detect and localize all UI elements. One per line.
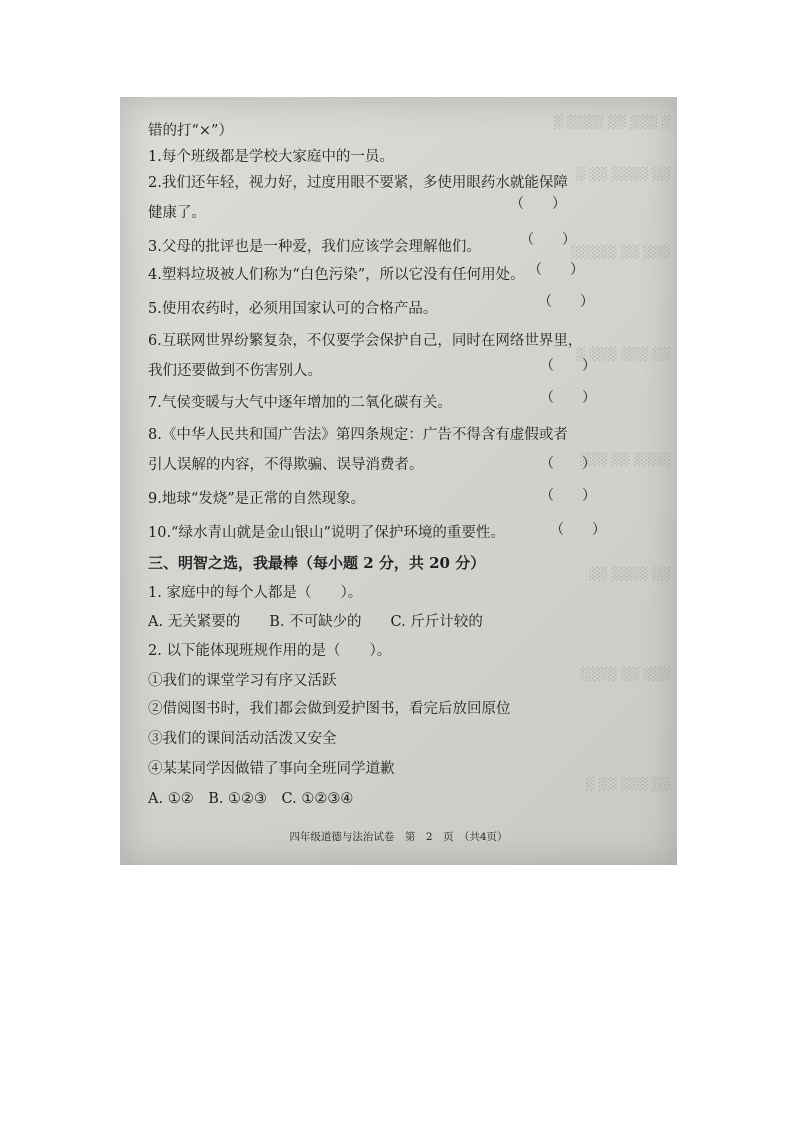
choice-question-1-options: A. 无关紧要的 B. 不可缺少的 C. 斤斤计较的 [148, 614, 483, 630]
question-2-line-1: 2.我们还年轻，视力好，过度用眼不要紧，多使用眼药水就能保障 [148, 175, 568, 191]
answer-blank-5[interactable]: （ ） [538, 294, 594, 310]
answer-blank-6[interactable]: （ ） [540, 358, 596, 374]
choice-2-statement-1: ①我们的课堂学习有序又活跃 [148, 673, 337, 689]
bleed-through-text: ░░░ ░░ ░░░░░ [570, 245, 670, 259]
answer-blank-9[interactable]: （ ） [540, 488, 596, 504]
answer-blank-10[interactable]: （ ） [550, 522, 606, 538]
question-6-line-2: 我们还要做到不伤害别人。 [148, 363, 322, 379]
choice-question-1: 1. 家庭中的每个人都是（ ）。 [148, 585, 363, 601]
question-10: 10.“绿水青山就是金山银山”说明了保护环境的重要性。 [148, 525, 505, 541]
question-8-line-1: 8.《中华人民共和国广告法》第四条规定：广告不得含有虚假或者 [148, 427, 568, 443]
answer-blank-3[interactable]: （ ） [520, 232, 576, 248]
question-2-line-2: 健康了。 [148, 205, 206, 221]
choice-question-2-options: A. ①② B. ①②③ C. ①②③④ [148, 791, 354, 807]
photographed-exam-page [120, 97, 677, 865]
question-6-line-1: 6.互联网世界纷繁复杂，不仅要学会保护自己，同时在网络世界里， [148, 333, 583, 349]
bleed-through-text: ░░ ░░░░ ░░ [588, 567, 670, 581]
question-9: 9.地球“发烧”是正常的自然现象。 [148, 491, 366, 507]
question-3: 3.父母的批评也是一种爱，我们应该学会理解他们。 [148, 239, 481, 255]
page-footer: 四年级道德与法治试卷 第 2 页 （共4页） [289, 831, 508, 843]
choice-question-2: 2. 以下能体现班规作用的是（ ）。 [148, 643, 392, 659]
question-5: 5.使用农药时，必须用国家认可的合格产品。 [148, 301, 438, 317]
choice-2-statement-2: ②借阅图书时，我们都会做到爱护图书，看完后放回原位 [148, 701, 511, 717]
answer-blank-2[interactable]: （ ） [510, 196, 566, 212]
answer-blank-8[interactable]: （ ） [540, 456, 596, 472]
bleed-through-text: ░░ ░░░ ░░░ ░ [575, 347, 670, 361]
answer-blank-4[interactable]: （ ） [528, 262, 584, 278]
bleed-through-text: ░ ░░░ ░░ ░░░░ ░ [553, 115, 670, 129]
section-three-heading: 三、明智之选，我最棒（每小题 2 分，共 20 分） [148, 554, 486, 572]
bleed-through-text: ░░ ░░░ ░░ ░ [584, 777, 670, 791]
bleed-through-text: ░░░ ░░ ░░░░ [579, 667, 670, 681]
choice-2-statement-4: ④某某同学因做错了事向全班同学道歉 [148, 761, 395, 777]
choice-2-statement-3: ③我们的课间活动活泼又安全 [148, 731, 337, 747]
bleed-through-text: ░░ ░░░░ ░░ ░ [575, 167, 670, 181]
question-7: 7.气侯变暖与大气中逐年增加的二氧化碳有关。 [148, 395, 452, 411]
question-1: 1.每个班级都是学校大家庭中的一员。 [148, 149, 394, 165]
question-8-line-2: 引人误解的内容，不得欺骗、误导消费者。 [148, 457, 424, 473]
judgement-instruction-tail: 错的打“×”） [148, 123, 233, 139]
bleed-through-text: ░░░░ ░░ ░░░ [579, 452, 670, 466]
answer-blank-7[interactable]: （ ） [540, 390, 596, 406]
question-4: 4.塑料垃圾被人们称为“白色污染”，所以它没有任何用处。 [148, 267, 525, 283]
